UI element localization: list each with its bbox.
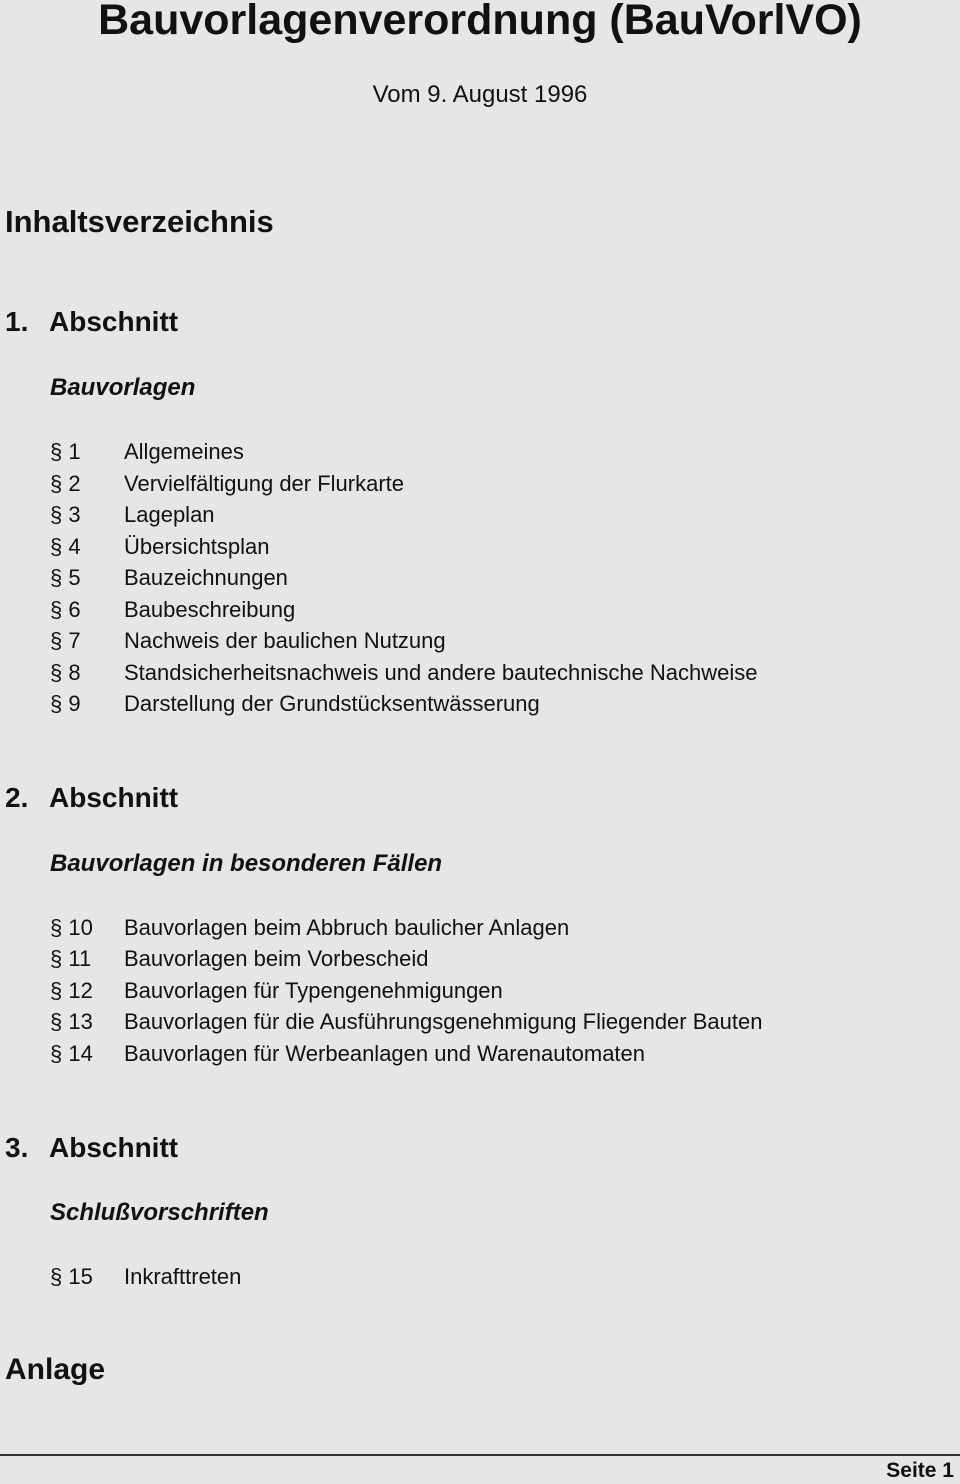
paragraph-number: § 2 — [50, 471, 81, 496]
entry-text: Allgemeines — [124, 439, 244, 464]
section-heading-3 — [5, 1131, 178, 1165]
entry-text: Darstellung der Grundstücksentwässerung — [124, 691, 540, 716]
entry-text: Bauvorlagen beim Abbruch baulicher Anlagen — [124, 915, 570, 940]
section-subtitle-1: Bauvorlagen — [50, 374, 196, 401]
entry-text: Bauvorlagen für Typengenehmigungen — [124, 978, 503, 1003]
entry-text: Lageplan — [124, 502, 215, 527]
entry-text: Bauvorlagen für Werbeanlagen und Warenautomaten — [124, 1041, 646, 1066]
toc-entry — [50, 1008, 762, 1036]
section-heading-2 — [5, 781, 178, 815]
toc-entry — [50, 690, 540, 718]
section-label: Abschnitt — [49, 1132, 179, 1163]
entry-text: Bauvorlagen beim Vorbescheid — [124, 946, 429, 971]
paragraph-number: § 7 — [50, 628, 81, 653]
paragraph-number: § 3 — [50, 502, 81, 527]
toc-entry — [50, 438, 244, 466]
paragraph-number: § 11 — [50, 946, 92, 971]
toc-entry — [50, 977, 503, 1005]
document-title: Bauvorlagenverordnung (BauVorlVO) — [98, 0, 862, 44]
paragraph-number: § 13 — [50, 1009, 93, 1034]
toc-entry — [50, 945, 429, 973]
entry-text: Inkrafttreten — [124, 1264, 242, 1289]
section-label: Abschnitt — [49, 782, 179, 813]
toc-entry — [50, 914, 569, 942]
section-subtitle-3: Schlußvorschriften — [50, 1199, 269, 1226]
toc-entry — [50, 470, 404, 498]
entry-text: Bauzeichnungen — [124, 565, 288, 590]
paragraph-number: § 14 — [50, 1041, 93, 1066]
paragraph-number: § 5 — [50, 565, 81, 590]
entry-text: Nachweis der baulichen Nutzung — [124, 628, 446, 653]
entry-text: Übersichtsplan — [124, 534, 270, 559]
section-number: 2. — [5, 782, 29, 813]
anlage-heading: Anlage — [5, 1353, 106, 1386]
paragraph-number: § 1 — [50, 439, 81, 464]
entry-text: Baubeschreibung — [124, 597, 296, 622]
section-subtitle-2: Bauvorlagen in besonderen Fällen — [50, 850, 443, 877]
section-number: 1. — [5, 306, 29, 337]
section-heading-1 — [5, 305, 178, 339]
paragraph-number: § 4 — [50, 534, 81, 559]
entry-text: Standsicherheitsnachweis und andere bautechnische Nachweise — [124, 660, 758, 685]
paragraph-number: § 15 — [50, 1264, 93, 1289]
toc-entry — [50, 501, 215, 529]
toc-entry — [50, 627, 446, 655]
document-date: Vom 9. August 1996 — [372, 81, 588, 108]
entry-text: Bauvorlagen für die Ausführungsgenehmigung Fliegender Bauten — [124, 1009, 763, 1034]
entry-text: Vervielfältigung der Flurkarte — [124, 471, 405, 496]
paragraph-number: § 12 — [50, 978, 93, 1003]
paragraph-number: § 6 — [50, 597, 81, 622]
toc-heading: Inhaltsverzeichnis — [5, 204, 274, 239]
paragraph-number: § 9 — [50, 691, 81, 716]
footer-rule — [0, 1454, 960, 1456]
section-label: Abschnitt — [49, 306, 179, 337]
toc-entry — [50, 1040, 645, 1068]
page-number: Seite 1 — [886, 1459, 954, 1482]
paragraph-number: § 10 — [50, 915, 93, 940]
toc-entry — [50, 596, 295, 624]
paragraph-number: § 8 — [50, 660, 81, 685]
toc-entry — [50, 1263, 241, 1291]
toc-entry — [50, 533, 270, 561]
section-number: 3. — [5, 1132, 29, 1163]
toc-entry — [50, 659, 758, 687]
toc-entry — [50, 564, 288, 592]
